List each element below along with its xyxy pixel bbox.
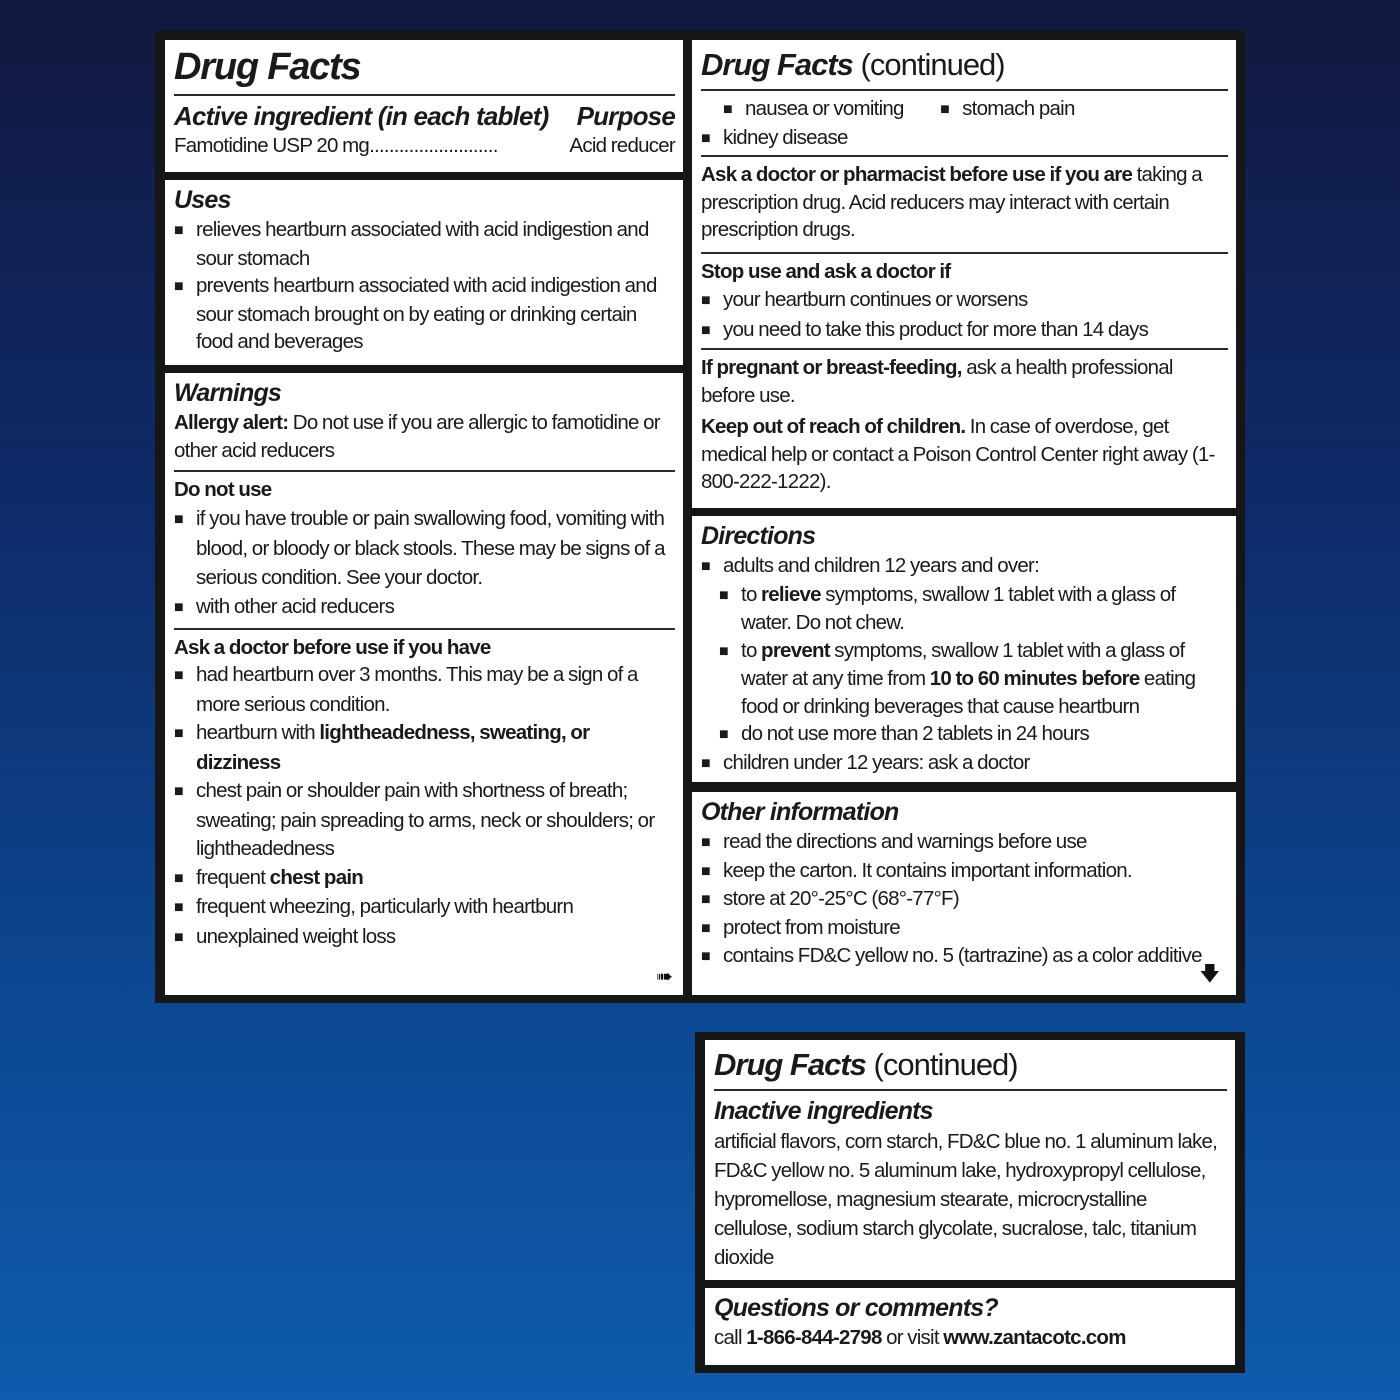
bold-text: 10 to 60 minutes before xyxy=(929,667,1140,690)
list-item xyxy=(701,552,1228,581)
text: do not use more than 2 tablets in 24 hours xyxy=(741,722,1090,745)
list-item xyxy=(701,885,1228,914)
directions-heading: Directions xyxy=(701,522,816,550)
other-information-heading: Other information xyxy=(701,798,899,826)
questions-heading: Questions or comments? xyxy=(714,1294,998,1322)
text: symptoms, swallow 1 tablet with a glass of water at any time from xyxy=(741,638,1185,690)
bold-text: prevent xyxy=(761,638,830,662)
drug-facts-continued-title: Drug Facts (continued) xyxy=(714,1047,1018,1082)
text: contains FD&C yellow no. 5 (tartrazine) as a color additive xyxy=(723,944,1202,967)
bold-text: lightheadedness, sweating, or dizziness xyxy=(196,721,590,774)
text: your heartburn continues or worsens xyxy=(723,288,1028,311)
other-information-panel xyxy=(692,792,1236,995)
ask-doctor-list xyxy=(174,661,675,952)
list-item xyxy=(719,637,1228,721)
text: unexplained weight loss xyxy=(196,924,396,948)
list-item xyxy=(174,923,675,953)
list-item xyxy=(174,272,675,356)
directions-panel xyxy=(692,516,1236,782)
list-item xyxy=(701,914,1228,943)
pharmacist-warning xyxy=(701,161,1228,244)
list-item xyxy=(174,777,675,864)
divider xyxy=(174,628,675,630)
bold-text: Allergy alert: xyxy=(174,411,289,434)
ingredient-purpose: Acid reducer xyxy=(569,134,675,157)
text: Do not use if you are allergic to famotidine or other acid reducers xyxy=(174,411,660,462)
uses-panel xyxy=(165,180,683,365)
text: keep the carton. It contains important information. xyxy=(723,858,1132,882)
active-ingredient-header: Active ingredient (in each tablet) xyxy=(174,101,549,131)
questions-panel xyxy=(705,1288,1235,1365)
bold-text: relieve xyxy=(761,582,821,606)
divider xyxy=(174,470,675,472)
list-item xyxy=(701,315,1228,345)
list-item xyxy=(174,719,675,777)
text: In case of overdose, get medical help or contact a Poison Control Center right away (1-800-222-1222). xyxy=(701,415,1215,493)
list-item xyxy=(719,581,1228,637)
continued-warnings-panel xyxy=(692,40,1236,508)
active-ingredient-panel xyxy=(165,40,683,172)
arrow-right-icon: ➠ xyxy=(656,966,673,988)
list-item xyxy=(174,864,675,894)
text: call xyxy=(714,1326,747,1349)
inactive-ingredients-heading: Inactive ingredients xyxy=(714,1097,933,1125)
allergy-alert xyxy=(174,409,675,464)
contact-info xyxy=(714,1324,1227,1352)
text: children under 12 years: ask a doctor xyxy=(723,750,1030,774)
bold-text: Keep out of reach of children. xyxy=(701,415,966,438)
children-warning xyxy=(701,413,1228,496)
divider xyxy=(714,1089,1227,1091)
list-item xyxy=(174,592,675,622)
text: store at 20°-25°C (68°-77°F) xyxy=(723,887,959,910)
inactive-ingredients-text: artificial flavors, corn starch, FD&C blue no. 1 aluminum lake, FD&C yellow no. 5 aluminum lake, hydroxypropyl cellulose, hypromellose, magnesium stearate, microcrystalline cellulose, sodium starch glycolate, sucralose, talc, titanium dioxide xyxy=(714,1130,1218,1269)
purpose-header: Purpose xyxy=(576,101,675,131)
list-item xyxy=(174,661,675,719)
list-item xyxy=(701,124,1228,153)
directions-sublist xyxy=(701,581,1228,749)
text: to xyxy=(741,582,762,606)
text: to xyxy=(741,638,762,662)
text: frequent wheezing, particularly with heartburn xyxy=(196,895,574,918)
stop-use-list xyxy=(701,285,1228,345)
divider xyxy=(174,94,675,96)
arrow-down-icon: 🡇 xyxy=(1199,963,1220,985)
list-item xyxy=(701,942,1228,971)
text: heartburn with xyxy=(196,721,320,744)
warnings-heading: Warnings xyxy=(174,379,282,407)
list-item xyxy=(701,828,1228,857)
text: had heartburn over 3 months. This may be a sign of a more serious condition. xyxy=(196,663,638,716)
uses-heading: Uses xyxy=(174,186,231,214)
list-item xyxy=(174,216,675,272)
ingredient-name: Famotidine USP 20 mg xyxy=(174,134,370,157)
divider xyxy=(701,348,1228,350)
list-item xyxy=(719,720,1228,749)
text: eating food or drinking beverages that cause heartburn xyxy=(741,667,1196,718)
other-information-list xyxy=(701,828,1228,971)
ingredient-row xyxy=(174,132,675,160)
divider xyxy=(701,252,1228,254)
list-item xyxy=(701,749,1228,778)
warnings-panel xyxy=(165,373,683,995)
text: with other acid reducers xyxy=(196,594,395,618)
ask-doctor-heading: Ask a doctor before use if you have xyxy=(174,635,491,659)
pregnancy-warning xyxy=(701,354,1228,409)
list-item xyxy=(701,285,1228,315)
list-item xyxy=(174,504,675,592)
drug-facts-title: Drug Facts xyxy=(174,46,361,88)
leader-dots: .......................... xyxy=(369,134,498,157)
text: taking a prescription drug. Acid reducers may interact with certain prescription drugs. xyxy=(701,163,1202,241)
uses-list xyxy=(174,216,675,356)
bold-text: chest pain xyxy=(269,865,364,889)
text: read the directions and warnings before use xyxy=(723,830,1087,853)
bold-text: Ask a doctor or pharmacist before use if you are xyxy=(701,163,1133,186)
bold-text: www.zantacotc.com xyxy=(943,1326,1126,1349)
do-not-use-heading: Do not use xyxy=(174,478,272,501)
text: kidney disease xyxy=(723,125,848,149)
text: chest pain or shoulder pain with shortness of breath; sweating; pain spreading to arms, neck or shoulders; or lightheadedness xyxy=(196,779,655,860)
list-item: ■ nausea or vomiting xyxy=(701,97,904,120)
text: you need to take this product for more than 14 days xyxy=(723,318,1149,341)
stop-use-heading: Stop use and ask a doctor if xyxy=(701,259,951,283)
text: frequent xyxy=(196,865,270,889)
text: prevents heartburn associated with acid indigestion and sour stomach brought on by eating or drinking certain food and beverages xyxy=(196,274,657,353)
continued-list xyxy=(701,124,1228,153)
bold-text: If pregnant or breast-feeding, xyxy=(701,356,962,379)
text: adults and children 12 years and over: xyxy=(723,554,1040,577)
text: relieves heartburn associated with acid indigestion and sour stomach xyxy=(196,218,649,270)
text: symptoms, swallow 1 tablet with a glass of water. Do not chew. xyxy=(741,582,1176,634)
text: if you have trouble or pain swallowing food, vomiting with blood, or bloody or black stools. These may be signs of a serious condition. See your doctor. xyxy=(196,506,665,589)
list-item: ■ stomach pain xyxy=(918,97,1074,120)
divider xyxy=(701,155,1228,157)
list-item xyxy=(701,857,1228,886)
text: ask a health professional before use. xyxy=(701,356,1173,407)
inactive-ingredients-panel xyxy=(705,1040,1235,1280)
text: protect from moisture xyxy=(723,915,900,939)
drug-facts-continued-title: Drug Facts (continued) xyxy=(701,47,1005,82)
text: or visit xyxy=(881,1326,944,1349)
list-item xyxy=(174,893,675,923)
bold-text: 1-866-844-2798 xyxy=(746,1326,882,1349)
do-not-use-list xyxy=(174,504,675,622)
divider xyxy=(701,89,1228,91)
